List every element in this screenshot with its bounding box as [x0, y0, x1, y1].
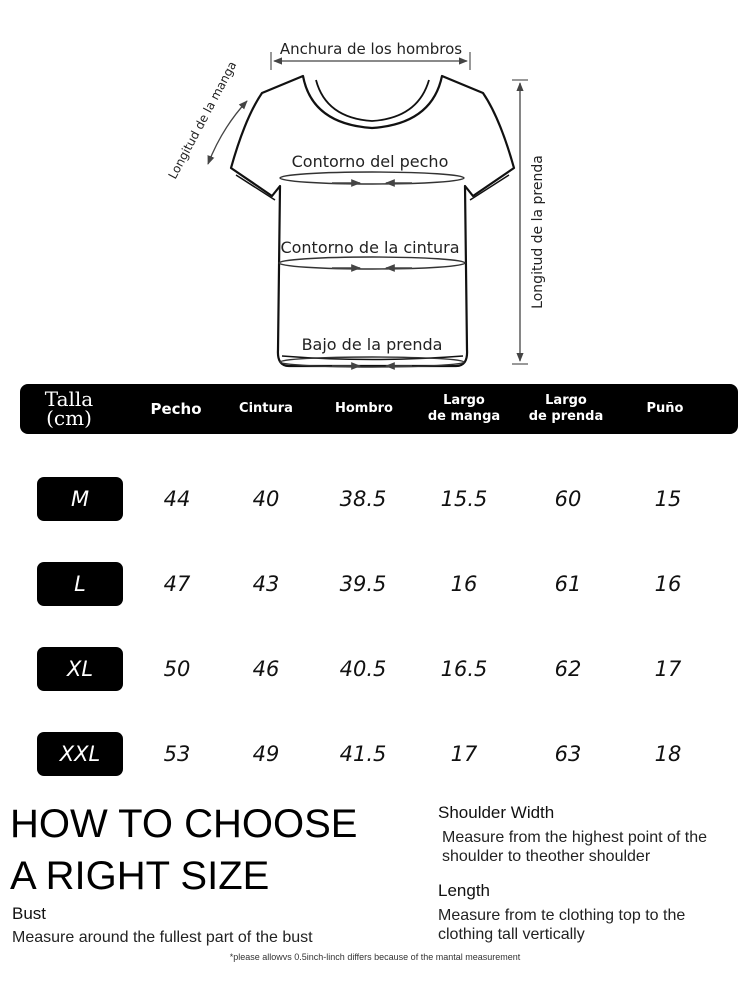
cell-cintura: 46: [252, 657, 280, 681]
header-largo-manga: [419, 384, 509, 434]
header-largo-prenda-2: de prenda: [528, 409, 604, 424]
length-guide-label: Length: [438, 881, 490, 900]
size-table-header: [20, 384, 738, 434]
header-talla-label: Talla: [44, 387, 94, 411]
cell-manga: 16.5: [440, 657, 488, 681]
footnote: *please allowvs 0.5inch-linch differs because of the mantal measurement: [229, 952, 521, 962]
header-talla: [30, 384, 108, 434]
waist-label: Contorno de la cintura: [280, 238, 460, 257]
table-row: [0, 732, 750, 778]
cell-prenda: 60: [554, 487, 582, 511]
header-largo-prenda: [519, 384, 613, 434]
how-title-line2: A RIGHT SIZE: [10, 854, 270, 898]
cell-prenda: 61: [554, 572, 582, 596]
table-row: [0, 477, 750, 523]
header-largo-prenda-1: Largo: [545, 393, 587, 408]
cell-hombro: 40.5: [339, 657, 387, 681]
bust-text: Measure around the fullest part of the bust: [12, 929, 313, 946]
header-largo-manga-1: Largo: [443, 393, 485, 408]
table-row: [0, 562, 750, 608]
tshirt-measurement-diagram: [0, 0, 750, 380]
cell-hombro: 41.5: [339, 742, 387, 766]
header-puno: Puño: [646, 401, 684, 416]
cell-cintura: 43: [252, 572, 280, 596]
length-guide-text-2: clothing tall vertically: [438, 926, 585, 943]
header-largo-manga-2: de manga: [427, 409, 501, 424]
size-badge: XL: [37, 647, 123, 691]
cell-prenda: 62: [554, 657, 582, 681]
chest-label: Contorno del pecho: [291, 152, 449, 171]
cell-pecho: 50: [163, 657, 191, 681]
shoulder-width-guide-label: Shoulder Width: [438, 803, 555, 822]
how-title-line1: HOW TO CHOOSE: [10, 802, 358, 846]
how-to-choose-title: [10, 798, 430, 902]
cell-puno: 17: [654, 657, 682, 681]
header-hombro: Hombro: [334, 401, 393, 416]
cell-puno: 18: [654, 742, 682, 766]
cell-manga: 15.5: [440, 487, 488, 511]
cell-hombro: 38.5: [339, 487, 387, 511]
tshirt-outline: [231, 76, 514, 366]
sleeve-length-label: Longitud de la manga: [165, 58, 240, 182]
header-pecho: Pecho: [150, 400, 202, 418]
header-cintura: Cintura: [239, 401, 293, 416]
cell-hombro: 39.5: [339, 572, 387, 596]
size-badge: M: [37, 477, 123, 521]
cell-cintura: 49: [252, 742, 280, 766]
garment-length-label: Longitud de la prenda: [530, 155, 546, 309]
cell-puno: 16: [654, 572, 682, 596]
shoulder-width-label: Anchura de los hombros: [279, 40, 463, 58]
cell-pecho: 53: [163, 742, 191, 766]
cell-pecho: 47: [163, 572, 191, 596]
cell-manga: 17: [450, 742, 478, 766]
cell-cintura: 40: [252, 487, 280, 511]
table-row: [0, 647, 750, 693]
cell-prenda: 63: [554, 742, 582, 766]
cell-puno: 15: [654, 487, 682, 511]
shoulder-width-guide-text-1: Measure from the highest point of the: [442, 829, 708, 846]
shoulder-width-guide-text-2: shoulder to theother shoulder: [442, 848, 651, 865]
size-badge: XXL: [37, 732, 123, 776]
header-talla-unit: (cm): [46, 406, 92, 430]
bust-label: Bust: [12, 904, 47, 923]
cell-pecho: 44: [163, 487, 191, 511]
cell-manga: 16: [450, 572, 478, 596]
size-badge: L: [37, 562, 123, 606]
length-guide-text-1: Measure from te clothing top to the: [438, 907, 686, 924]
hem-label: Bajo de la prenda: [301, 335, 443, 354]
